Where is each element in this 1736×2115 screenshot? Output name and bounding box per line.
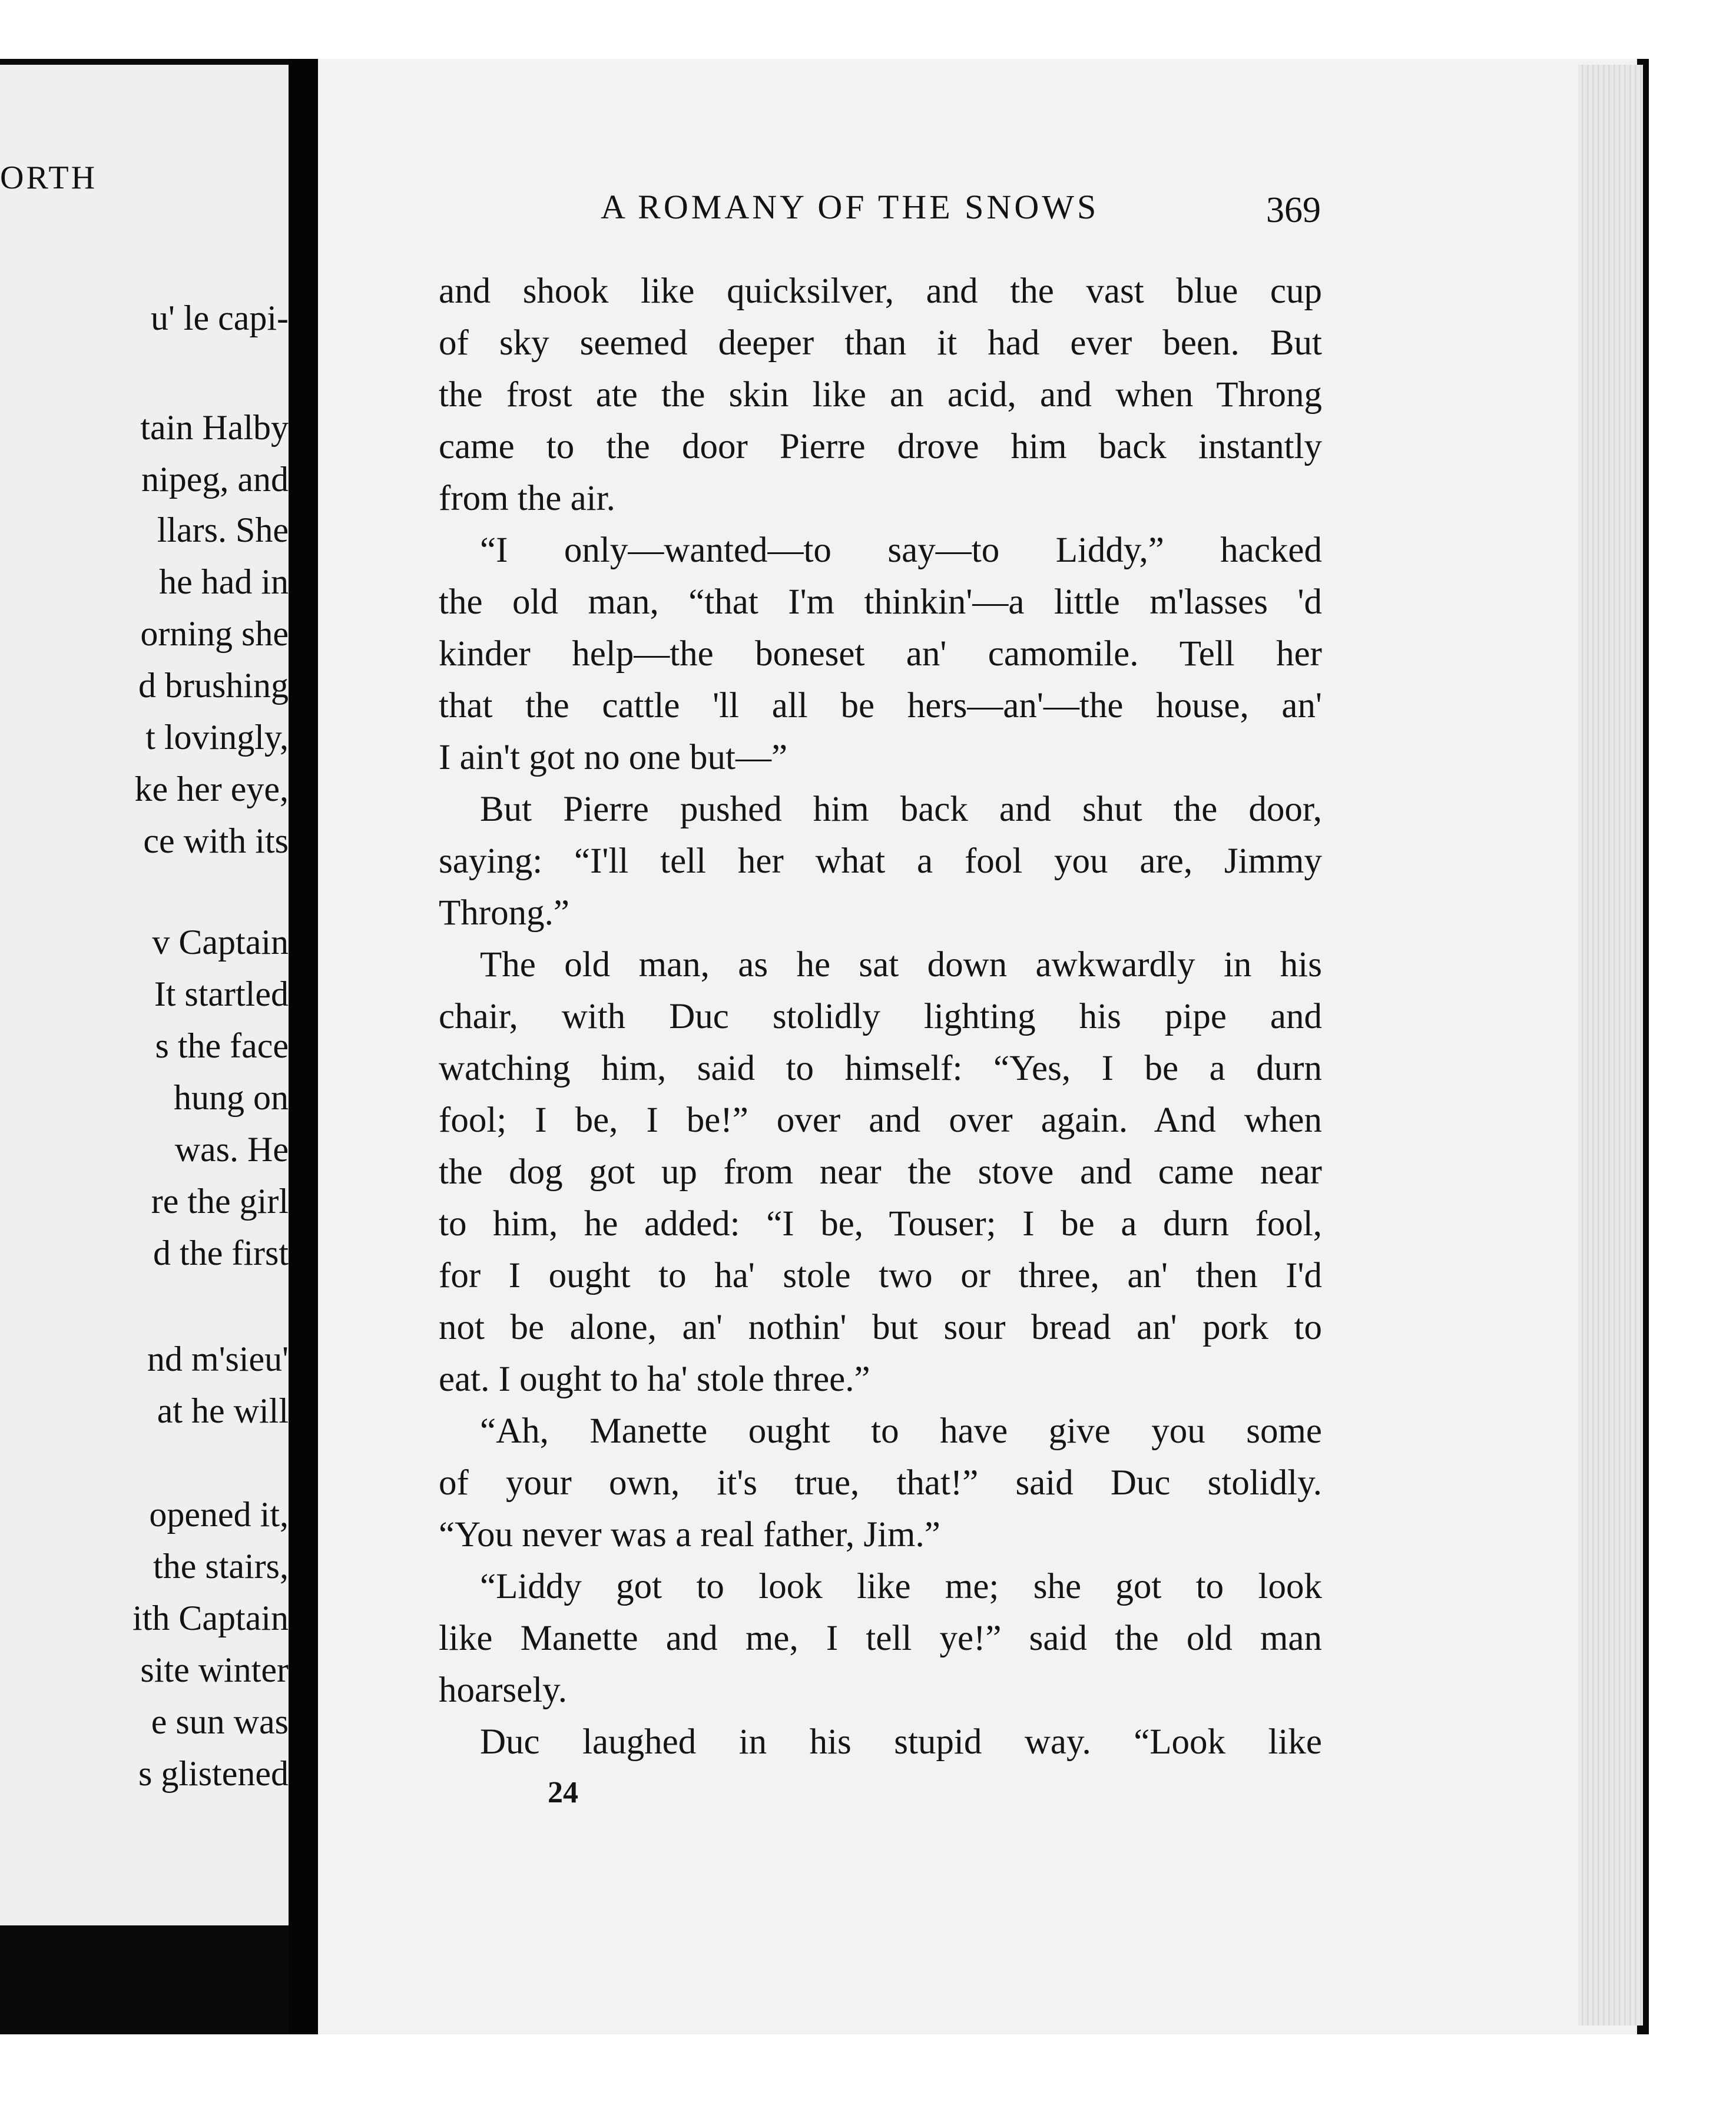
left-running-head: ORTH — [0, 160, 98, 196]
left-line: d brushing — [138, 666, 289, 705]
page-edge-stack — [1578, 65, 1643, 2026]
text-line: of your own, it's true, that!” said Duc stolidly. — [439, 1463, 1322, 1503]
text-line: kinder help—the boneset an' camomile. Tell her — [439, 634, 1322, 674]
text-line: But Pierre pushed him back and shut the door, — [480, 790, 1322, 829]
left-line: orning she — [140, 614, 289, 653]
running-head: A ROMANY OF THE SNOWS — [601, 188, 1099, 226]
left-line: s glistened — [138, 1754, 289, 1793]
text-line: watching him, said to himself: “Yes, I be a durn — [439, 1049, 1322, 1088]
text-line: fool; I be, I be!” over and over again. And when — [439, 1100, 1322, 1140]
left-line: s the face — [155, 1026, 289, 1065]
text-line: “Ah, Manette ought to have give you some — [480, 1411, 1322, 1451]
text-line: Duc laughed in his stupid way. “Look like — [480, 1722, 1322, 1762]
text-line: the old man, “that I'm thinkin'—a little m'lasses 'd — [439, 582, 1322, 622]
left-line: d the first — [153, 1234, 289, 1272]
book-gutter — [289, 59, 318, 2061]
left-line: site winter — [140, 1650, 289, 1689]
left-line: hung on — [174, 1078, 289, 1117]
text-line: not be alone, an' nothin' but sour bread an' pork to — [439, 1308, 1322, 1347]
left-line: u' le capi- — [150, 299, 289, 337]
text-line: hoarsely. — [439, 1670, 567, 1710]
text-line: that the cattle 'll all be hers—an'—the house, an' — [439, 686, 1322, 725]
signature-mark: 24 — [548, 1776, 578, 1809]
text-line: “I only—wanted—to say—to Liddy,” hacked — [480, 531, 1322, 570]
text-line: “You never was a real father, Jim.” — [439, 1515, 940, 1554]
text-line: from the air. — [439, 479, 615, 518]
left-line: opened it, — [149, 1495, 289, 1534]
text-line: Throng.” — [439, 893, 569, 933]
text-line: chair, with Duc stolidly lighting his pipe and — [439, 997, 1322, 1036]
left-line: e sun was — [151, 1702, 289, 1741]
text-line: The old man, as he sat down awkwardly in his — [480, 945, 1322, 984]
left-line: the stairs, — [153, 1547, 289, 1586]
text-line: eat. I ought to ha' stole three.” — [439, 1360, 870, 1399]
left-line: v Captain — [152, 923, 289, 962]
scan-margin — [0, 2034, 1736, 2115]
left-line: re the girl — [151, 1182, 289, 1221]
text-line: I ain't got no one but—” — [439, 738, 788, 777]
left-line: nd m'sieu' — [147, 1340, 289, 1378]
page-number: 369 — [1266, 190, 1321, 230]
text-line: like Manette and me, I tell ye!” said the old man — [439, 1619, 1322, 1658]
text-line: the dog got up from near the stove and came near — [439, 1152, 1322, 1192]
left-line: llars. She — [157, 510, 289, 549]
left-page — [0, 65, 289, 1925]
left-line: nipeg, and — [141, 460, 289, 499]
left-line: tain Halby — [140, 408, 289, 447]
left-line: ith Captain — [132, 1599, 289, 1637]
text-line: the frost ate the skin like an acid, and when Throng — [439, 375, 1322, 415]
text-line: “Liddy got to look like me; she got to look — [480, 1567, 1322, 1606]
left-line: ke her eye, — [134, 770, 289, 808]
left-line: was. He — [174, 1130, 289, 1169]
text-line: and shook like quicksilver, and the vast blue cup — [439, 271, 1322, 311]
text-line: for I ought to ha' stole two or three, an' then I'd — [439, 1256, 1322, 1295]
text-line: saying: “I'll tell her what a fool you are, Jimmy — [439, 841, 1322, 881]
text-line: of sky seemed deeper than it had ever been. But — [439, 323, 1322, 363]
text-line: to him, he added: “I be, Touser; I be a durn fool, — [439, 1204, 1322, 1244]
left-line: he had in — [159, 562, 289, 601]
left-line: It startled — [154, 974, 289, 1013]
left-line: at he will — [157, 1391, 289, 1430]
left-line: ce with its — [143, 821, 289, 860]
text-line: came to the door Pierre drove him back instantly — [439, 427, 1322, 466]
left-line: t lovingly, — [145, 718, 289, 757]
